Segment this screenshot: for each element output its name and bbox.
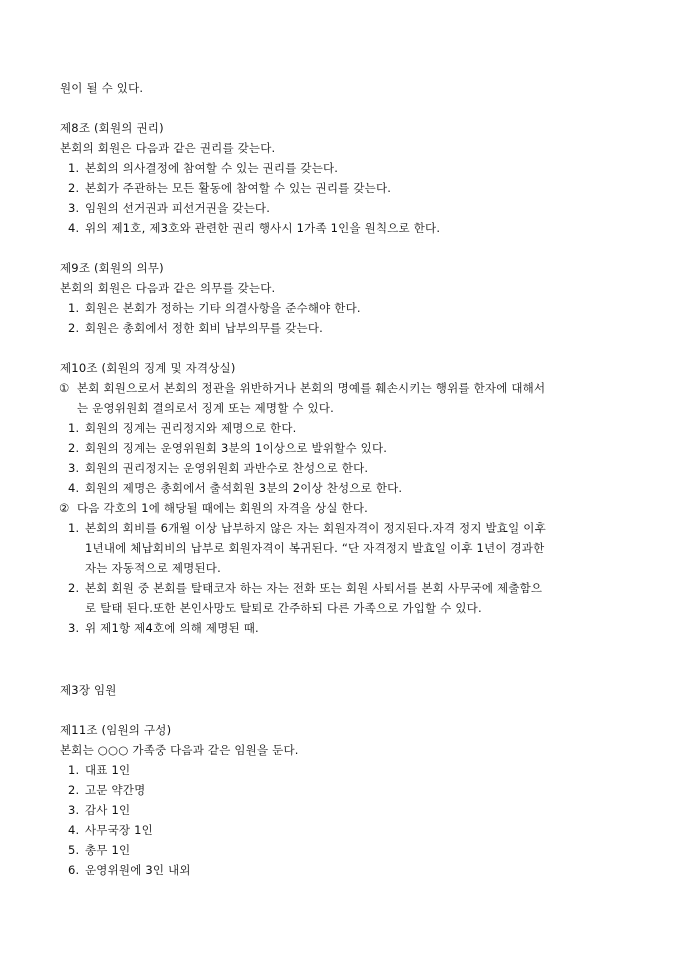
list-text: 본회의 회비를 6개월 이상 납부하지 않은 자는 회원자격이 정지된다.자격 정지 발효일 이후: [85, 521, 546, 535]
list-item: [68, 780, 145, 800]
paragraph-number: ①: [59, 381, 70, 395]
list-number: 1.: [68, 161, 80, 175]
article-8-title: 제8조 (회원의 권리): [60, 121, 164, 135]
list-item-continuation: 자는 자동적으로 제명된다.: [85, 561, 221, 575]
list-number: 2.: [68, 181, 80, 195]
list-item: [68, 800, 130, 820]
list-item: [68, 478, 402, 498]
list-number: 2.: [68, 581, 80, 595]
paragraph-text: 본회 회원으로서 본회의 정관을 위반하거나 본회의 명예를 훼손시키는 행위를 한자에 대해서: [77, 381, 546, 395]
list-item-continuation: 로 탈태 된다.또한 본인사망도 탈퇴로 간주하되 다른 가족으로 가입할 수 있다.: [85, 601, 482, 615]
list-item: [68, 418, 297, 438]
list-number: 6.: [68, 863, 80, 877]
list-text: 회원은 본회가 정하는 기타 의결사항을 준수해야 한다.: [85, 301, 361, 315]
intro-text: 원이 될 수 있다.: [60, 81, 144, 95]
article-8-lead: 본회의 회원은 다음과 같은 권리를 갖는다.: [60, 141, 276, 155]
list-item: [68, 518, 546, 538]
list-item: [68, 458, 368, 478]
article-11-title: 제11조 (임원의 구성): [60, 723, 172, 737]
list-text: 총무 1인: [85, 843, 131, 857]
chapter-3-heading: 제3장 임원: [60, 683, 117, 697]
list-number: 2.: [68, 783, 80, 797]
list-text: 임원의 선거권과 피선거권을 갖는다.: [85, 201, 271, 215]
list-text: 회원의 권리정지는 운영위원회 과반수로 찬성으로 한다.: [85, 461, 369, 475]
list-item: [68, 218, 440, 238]
paragraph-number: ②: [59, 501, 70, 515]
list-text: 회원의 제명은 총회에서 출석회원 3분의 2이상 찬성으로 한다.: [85, 481, 403, 495]
paragraph-2: [59, 498, 368, 518]
list-number: 4.: [68, 221, 80, 235]
article-9-lead: 본회의 회원은 다음과 같은 의무를 갖는다.: [60, 281, 276, 295]
list-item: [68, 840, 130, 860]
list-item-continuation: 1년내에 체납회비의 납부로 회원자격이 복귀된다. “단 자격정지 발효일 이후 1년이 경과한: [85, 541, 545, 555]
list-item: [68, 578, 542, 598]
paragraph-1-continuation: 는 운영위원회 결의로서 징계 또는 제명할 수 있다.: [77, 401, 335, 415]
list-number: 1.: [68, 301, 80, 315]
list-text: 회원의 징계는 권리정지와 제명으로 한다.: [85, 421, 297, 435]
list-number: 1.: [68, 763, 80, 777]
list-number: 3.: [68, 803, 80, 817]
list-text: 본회의 의사결정에 참여할 수 있는 권리를 갖는다.: [85, 161, 339, 175]
list-item: [68, 760, 130, 780]
paragraph-1: [59, 378, 545, 398]
list-text: 대표 1인: [85, 763, 131, 777]
list-item: [68, 618, 259, 638]
list-text: 고문 약간명: [85, 783, 146, 797]
article-9-title: 제9조 (회원의 의무): [60, 261, 164, 275]
list-item: [68, 298, 361, 318]
list-item: [68, 860, 191, 880]
list-text: 위의 제1호, 제3호와 관련한 권리 행사시 1가족 1인을 원칙으로 한다.: [85, 221, 441, 235]
list-text: 위 제1항 제4호에 의해 제명된 때.: [85, 621, 259, 635]
list-item: [68, 178, 391, 198]
list-number: 3.: [68, 201, 80, 215]
list-number: 4.: [68, 481, 80, 495]
list-text: 회원은 총회에서 정한 회비 납부의무를 갖는다.: [85, 321, 324, 335]
list-number: 1.: [68, 521, 80, 535]
list-item: [68, 198, 270, 218]
list-text: 본회 회원 중 본회를 탈태코자 하는 자는 전화 또는 회원 사퇴서를 본회 사무국에 제출함으: [85, 581, 543, 595]
list-number: 3.: [68, 621, 80, 635]
article-10-title: 제10조 (회원의 징계 및 자격상실): [60, 361, 236, 375]
list-text: 회원의 징계는 운영위원회 3분의 1이상으로 발위할수 있다.: [85, 441, 388, 455]
list-number: 5.: [68, 843, 80, 857]
list-number: 2.: [68, 321, 80, 335]
list-item: [68, 438, 387, 458]
list-item: [68, 820, 153, 840]
list-text: 운영위원에 3인 내외: [85, 863, 191, 877]
article-11-lead: 본회는 ○○○ 가족중 다음과 같은 임원을 둔다.: [60, 743, 299, 757]
list-number: 4.: [68, 823, 80, 837]
list-number: 1.: [68, 421, 80, 435]
list-item: [68, 318, 323, 338]
list-number: 2.: [68, 441, 80, 455]
list-text: 사무국장 1인: [85, 823, 153, 837]
list-text: 본회가 주관하는 모든 활동에 참여할 수 있는 권리를 갖는다.: [85, 181, 392, 195]
list-text: 감사 1인: [85, 803, 131, 817]
list-item: [68, 158, 338, 178]
paragraph-text: 다음 각호의 1에 해당될 때에는 회원의 자격을 상실 한다.: [77, 501, 369, 515]
list-number: 3.: [68, 461, 80, 475]
